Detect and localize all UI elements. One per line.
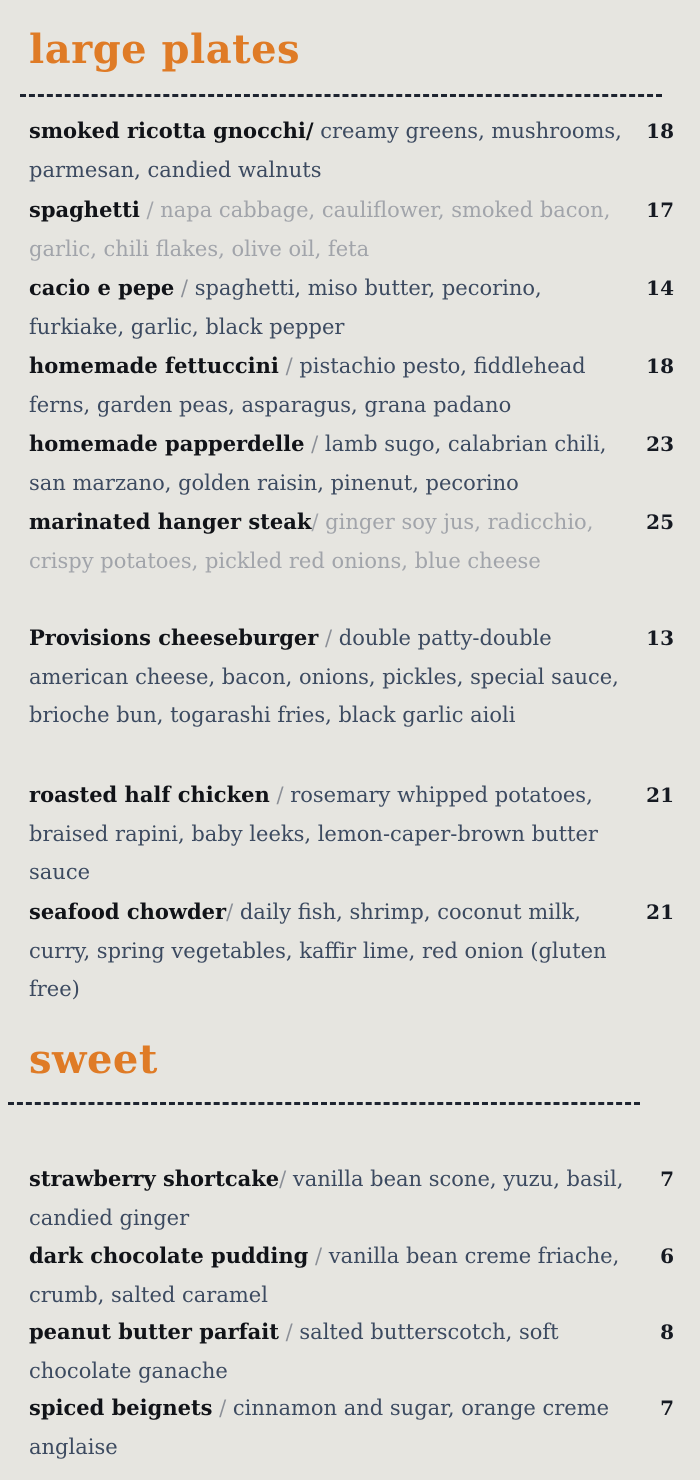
item-name: roasted half chicken xyxy=(29,782,270,807)
item-description: double patty-double american cheese, bacon, onions, pickles, special sauce, brioche bun, togarashi fries, black garlic aioli xyxy=(29,626,619,727)
item-description: rosemary whipped potatoes, braised rapini, baby leeks, lemon-caper-brown butter sauce xyxy=(29,783,598,884)
large-plates-divider xyxy=(20,94,662,97)
item-separator: / xyxy=(278,354,300,378)
menu-item-homemade-fettuccini xyxy=(29,347,634,424)
menu-item-peanut-butter-parfait xyxy=(29,1313,634,1390)
item-name: peanut butter parfait xyxy=(29,1319,279,1344)
item-separator: / xyxy=(318,626,339,650)
item-description: vanilla bean creme friache, crumb, salted caramel xyxy=(29,1244,620,1307)
item-description: cinnamon and sugar, orange creme anglaise xyxy=(29,1396,610,1459)
item-name: dark chocolate pudding xyxy=(29,1243,309,1268)
item-price: 21 xyxy=(646,783,674,807)
item-price: 21 xyxy=(646,900,674,924)
item-price: 7 xyxy=(660,1167,674,1191)
item-price: 23 xyxy=(646,432,674,456)
item-price: 8 xyxy=(660,1320,674,1344)
menu-item-roasted-half-chicken xyxy=(29,776,634,892)
item-separator: / xyxy=(212,1396,233,1420)
item-name: homemade fettuccini xyxy=(29,353,279,378)
item-description: spaghetti, miso butter, pecorino, furkiake, garlic, black pepper xyxy=(29,276,542,339)
item-name: cacio e pepe xyxy=(29,275,175,300)
item-description: creamy greens, mushrooms, parmesan, candied walnuts xyxy=(29,119,622,182)
item-description: salted butterscotch, soft chocolate ganache xyxy=(29,1320,559,1383)
menu-item-smoked-ricotta-gnocchi xyxy=(29,112,634,189)
item-description: ginger soy jus, radicchio, crispy potatoes, pickled red onions, blue cheese xyxy=(29,510,594,573)
menu-item-seafood-chowder xyxy=(29,893,634,1009)
menu-item-homemade-papperdelle xyxy=(29,425,634,502)
item-name: seafood chowder xyxy=(29,899,227,924)
item-description: napa cabbage, cauliflower, smoked bacon, garlic, chili flakes, olive oil, feta xyxy=(29,198,611,261)
item-separator: / xyxy=(308,1244,329,1268)
menu-item-dark-chocolate-pudding xyxy=(29,1237,634,1314)
item-description: lamb sugo, calabrian chili, san marzano, golden raisin, pinenut, pecorino xyxy=(29,432,607,495)
menu-item-spiced-beignets xyxy=(29,1389,634,1466)
menu-item-marinated-hanger-steak xyxy=(29,503,634,580)
item-price: 7 xyxy=(660,1396,674,1420)
item-description: daily fish, shrimp, coconut milk, curry, spring vegetables, kaffir lime, red onion (gluten free) xyxy=(29,900,607,1001)
menu-item-strawberry-shortcake xyxy=(29,1160,634,1237)
item-price: 25 xyxy=(646,510,674,534)
item-price: 13 xyxy=(646,626,674,650)
item-name: spiced beignets xyxy=(29,1395,213,1420)
item-price: 18 xyxy=(646,354,674,378)
item-separator: / xyxy=(174,276,195,300)
item-name: homemade papperdelle xyxy=(29,431,305,456)
sweet-heading: sweet xyxy=(29,1036,158,1083)
item-name: smoked ricotta gnocchi/ xyxy=(29,118,314,143)
item-separator: / xyxy=(311,510,326,534)
item-name: marinated hanger steak xyxy=(29,509,312,534)
item-description: vanilla bean scone, yuzu, basil, candied ginger xyxy=(29,1167,624,1230)
item-separator: / xyxy=(278,1320,300,1344)
item-price: 6 xyxy=(660,1244,674,1268)
item-description: pistachio pesto, fiddlehead ferns, garden peas, asparagus, grana padano xyxy=(29,354,586,417)
large-plates-heading: large plates xyxy=(29,26,301,73)
item-price: 14 xyxy=(646,276,674,300)
item-separator: / xyxy=(269,783,291,807)
item-price: 18 xyxy=(646,119,674,143)
menu-item-spaghetti xyxy=(29,191,634,268)
menu-item-cacio-e-pepe xyxy=(29,269,634,346)
item-name: spaghetti xyxy=(29,197,140,222)
item-separator: / xyxy=(279,1167,293,1191)
sweet-divider xyxy=(8,1102,640,1105)
item-separator: / xyxy=(139,198,161,222)
menu-item-provisions-cheeseburger xyxy=(29,619,634,735)
item-name: strawberry shortcake xyxy=(29,1166,280,1191)
item-price: 17 xyxy=(646,198,674,222)
item-name: Provisions cheeseburger xyxy=(29,625,319,650)
item-separator: / xyxy=(304,432,325,456)
item-separator: / xyxy=(226,900,240,924)
